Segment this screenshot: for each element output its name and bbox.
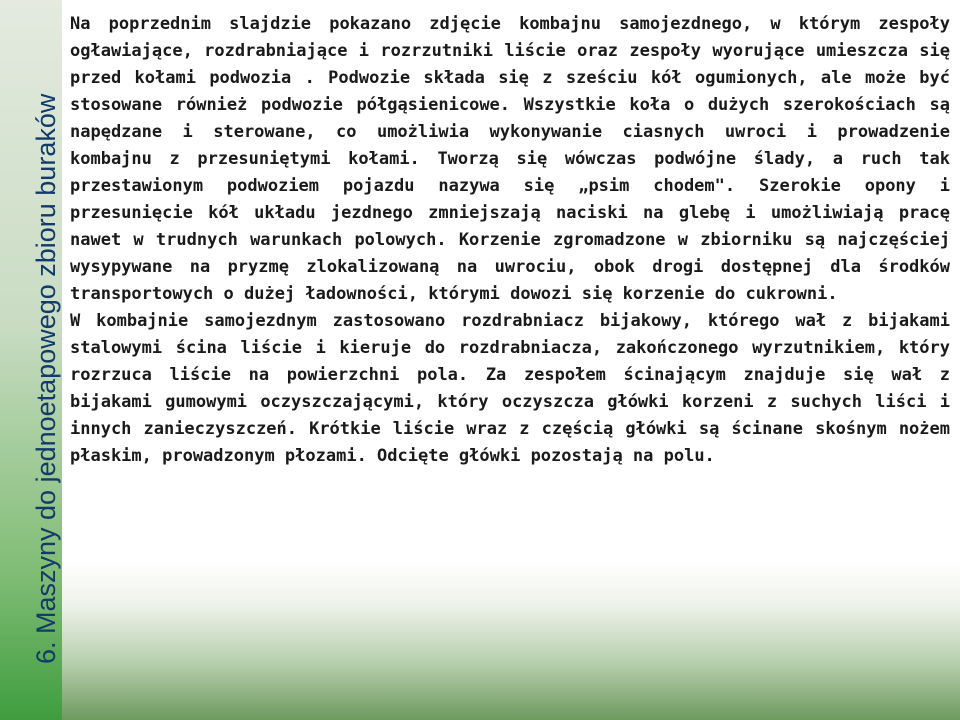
slide-body [70,11,950,470]
paragraph-1: Na poprzednim slajdzie pokazano zdjęcie kombajnu samojezdnego, w którym zespoły ogławiające, rozdrabniające i rozrzutniki liście oraz zespoły wyorujące umieszcza się przed kołami podwozia . Podwozie składa się z sześciu kół ogumionych, ale może być stosowane również podwozie półgąsienicowe. Wszystkie koła o dużych szerokościach są napędzane i sterowane, co umożliwia wykonywanie ciasnych uwroci i prowadzenie kombajnu z przesuniętymi kołami. Tworzą się wówczas podwójne ślady, a ruch tak przestawionym podwoziem pojazdu nazywa się „psim chodem". Szerokie opony i przesunięcie kół układu jezdnego zmniejszają naciski na glebę i umożliwiają pracę nawet w trudnych warunkach polowych. Korzenie zgromadzone w zbiorniku są najczęściej wysypywane na pryzmę zlokalizowaną na uwrociu, obok drogi dostępnej dla środków transportowych o dużej ładowności, którymi dowozi się korzenie do cukrowni. [70,14,950,304]
sidebar [0,0,62,720]
paragraph-2: W kombajnie samojezdnym zastosowano rozdrabniacz bijakowy, którego wał z bijakami stalowymi ścina liście i kieruje do rozdrabniacza, zakończonego wyrzutnikiem, który rozrzuca liście na powierzchni pola. Za zespołem ścinającym znajduje się wał z bijakami gumowymi oczyszczającymi, który oczyszcza główki korzeni z suchych liści i innych zanieczyszczeń. Krótkie liście wraz z częścią główki są ścinane skośnym nożem płaskim, prowadzonym płozami. Odcięte główki pozostają na polu. [70,311,950,466]
section-title: 6. Maszyny do jednoetapowego zbioru buraków [31,93,61,664]
